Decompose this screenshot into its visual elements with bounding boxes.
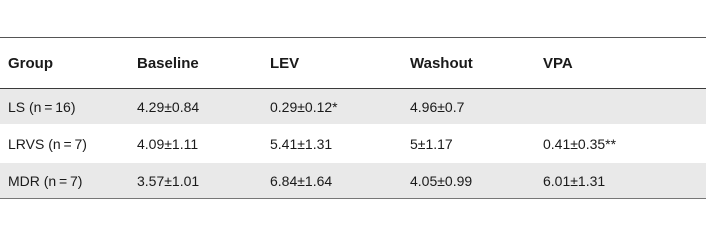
cell-group: LRVS (n = 7) [8, 135, 87, 152]
header-baseline: Baseline [137, 54, 199, 72]
table-header-row [0, 38, 706, 88]
table-row-mdr [0, 163, 706, 198]
cell-washout: 4.05±0.99 [410, 172, 473, 189]
table-body [0, 89, 706, 198]
cell-baseline: 3.57±1.01 [137, 172, 200, 189]
header-lev: LEV [270, 54, 300, 72]
cell-lev: 6.84±1.64 [270, 172, 333, 189]
header-washout: Washout [410, 54, 473, 72]
cell-washout: 5±1.17 [410, 135, 453, 152]
cell-lev: 0.29±0.12* [270, 98, 338, 115]
table-row-ls [0, 89, 706, 126]
cell-vpa: 6.01±1.31 [543, 172, 606, 189]
table-row-lrvs [0, 126, 706, 163]
cell-group: MDR (n = 7) [8, 172, 83, 189]
cell-baseline: 4.09±1.11 [137, 135, 199, 152]
cell-lev: 5.41±1.31 [270, 135, 333, 152]
table-bottom-rule [0, 198, 706, 199]
data-table [0, 37, 706, 199]
cell-washout: 4.96±0.7 [410, 98, 465, 115]
cell-baseline: 4.29±0.84 [137, 98, 200, 115]
cell-vpa: 0.41±0.35** [543, 135, 617, 152]
header-vpa: VPA [543, 54, 573, 72]
cell-group: LS (n = 16) [8, 98, 76, 115]
header-group: Group [8, 54, 53, 72]
